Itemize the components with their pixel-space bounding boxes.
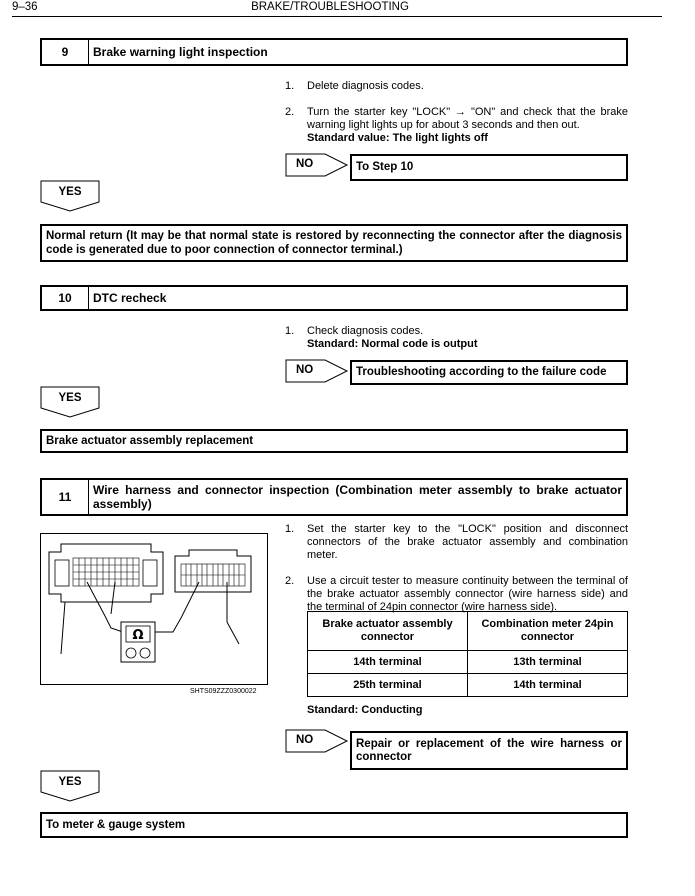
step-9-header <box>40 38 628 66</box>
yes-label: YES <box>58 392 82 404</box>
no-arrow-icon <box>285 359 349 383</box>
item-number: 1. <box>285 80 295 92</box>
item-number: 1. <box>285 523 295 535</box>
step-11-instructions <box>285 523 628 614</box>
table-row <box>308 651 628 674</box>
table-header-row <box>308 612 628 651</box>
item-text <box>307 325 628 351</box>
table-header-cell: Brake actuator assembly connector <box>308 612 468 651</box>
step-title: Wire harness and connector inspection (Combination meter assembly to brake actuator assembly) <box>93 483 622 511</box>
table-cell: 25th terminal <box>308 674 468 697</box>
no-label: NO <box>296 364 314 376</box>
item-text <box>307 106 628 145</box>
no-label: NO <box>296 158 314 170</box>
step-11-yes-result <box>40 812 628 838</box>
no-result-text: To Step 10 <box>356 161 414 173</box>
instruction-item <box>285 106 628 145</box>
item-number: 2. <box>285 575 295 587</box>
step-9-instructions <box>285 80 628 145</box>
step-10-no-branch <box>285 359 349 383</box>
step-9-yes-result <box>40 224 628 262</box>
item-text: Delete diagnosis codes. <box>307 80 424 92</box>
item-text: Use a circuit tester to measure continuity between the terminal of the brake actuator assembly connector (wire harness side) and the terminal of 24pin connector (wire harness side). <box>307 575 628 613</box>
item-number: 2. <box>285 106 295 118</box>
standard-value: Standard: Normal code is output <box>307 338 478 350</box>
instruction-item <box>285 575 628 614</box>
step-10-instructions <box>285 325 628 351</box>
yes-label: YES <box>58 186 82 198</box>
connector-diagram <box>40 533 268 685</box>
instruction-item <box>285 325 628 351</box>
step-11-no-branch <box>285 729 349 753</box>
table-header-cell: Combination meter 24pin connector <box>468 612 628 651</box>
standard-value: Standard value: The light lights off <box>307 132 488 144</box>
section-title: BRAKE/TROUBLESHOOTING <box>251 1 409 13</box>
continuity-table <box>307 611 628 697</box>
connector-diagram-drawing <box>41 534 266 683</box>
header-rule <box>12 16 662 17</box>
item-body: Check diagnosis codes. <box>307 325 424 337</box>
instruction-item <box>285 80 628 93</box>
step-number: 9 <box>42 40 89 64</box>
step-11-header <box>40 478 628 516</box>
step-10-header <box>40 285 628 311</box>
item-body: Turn the starter key "LOCK" → "ON" and check that the brake warning light lights up for about 3 seconds and then out. <box>307 106 628 131</box>
step-title: DTC recheck <box>93 291 167 305</box>
step-11-no-result <box>350 731 628 770</box>
step-number: 10 <box>42 287 89 309</box>
page-number: 9–36 <box>12 1 38 13</box>
instruction-item <box>285 523 628 562</box>
table-cell: 14th terminal <box>468 674 628 697</box>
no-result-text: Troubleshooting according to the failure code <box>356 366 607 378</box>
ohmmeter-icon <box>121 622 155 662</box>
item-text: Set the starter key to the "LOCK" position and disconnect connectors of the brake actuator assembly and combination meter. <box>307 523 628 561</box>
item-number: 1. <box>285 325 295 337</box>
no-arrow-icon <box>285 153 349 177</box>
no-result-text: Repair or replacement of the wire harness or connector <box>356 737 622 763</box>
yes-result-text: Brake actuator assembly replacement <box>46 435 254 447</box>
ohm-symbol: Ω <box>132 628 144 643</box>
table-cell: 13th terminal <box>468 651 628 674</box>
no-label: NO <box>296 734 314 746</box>
diagram-caption: SHTS09ZZZ0300022 <box>190 688 257 695</box>
step-title: Brake warning light inspection <box>93 45 268 59</box>
step-9-no-result <box>350 154 628 181</box>
yes-result-text: Normal return (It may be that normal state is restored by reconnecting the connector after the diagnosis code is generated due to poor connection of connector terminal.) <box>46 230 622 256</box>
step-9-no-branch <box>285 153 349 177</box>
step-number: 11 <box>42 480 89 514</box>
yes-result-text: To meter & gauge system <box>46 819 186 831</box>
yes-label: YES <box>58 776 82 788</box>
no-arrow-icon <box>285 729 349 753</box>
table-row <box>308 674 628 697</box>
standard-value: Standard: Conducting <box>307 704 423 716</box>
step-10-no-result <box>350 360 628 385</box>
step-10-yes-result <box>40 429 628 453</box>
table-cell: 14th terminal <box>308 651 468 674</box>
